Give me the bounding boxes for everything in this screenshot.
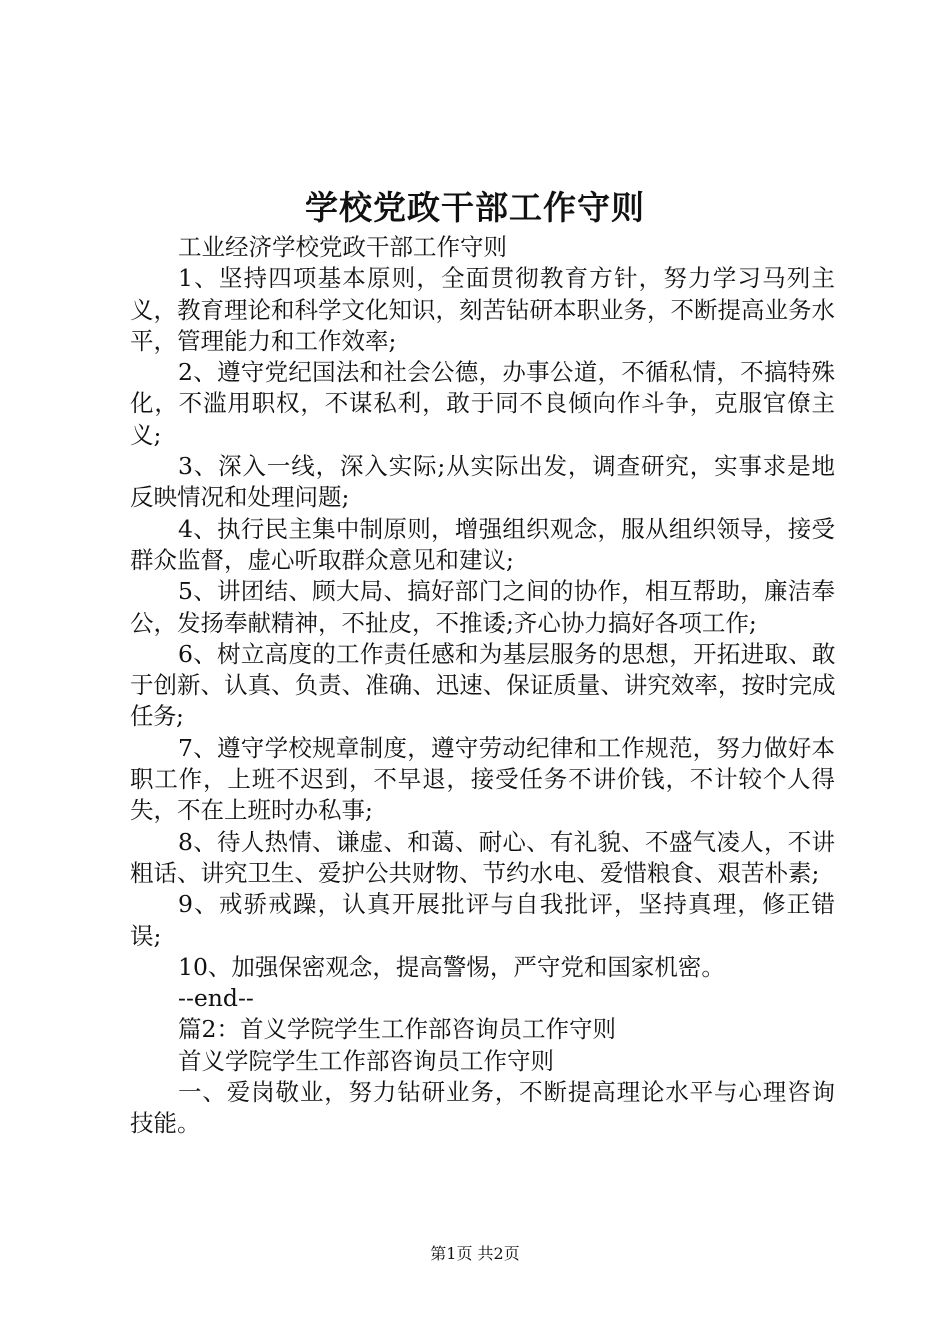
paragraph-end-marker: --end-- (178, 984, 254, 1013)
paragraph-rule-5: 5、讲团结、顾大局、搞好部门之间的协作，相互帮助，廉洁奉公，发扬奉献精神，不扯皮，不推诿;齐心协力搞好各项工作; (130, 577, 835, 637)
paragraph-section-heading: 篇2：首义学院学生工作部咨询员工作守则 (178, 1015, 616, 1044)
paragraph-rule-8: 8、待人热情、谦虚、和蔼、耐心、有礼貌、不盛气凌人，不讲粗话、讲究卫生、爱护公共财物、节约水电、爱惜粮食、艰苦朴素; (130, 827, 835, 887)
paragraph-rule-6: 6、树立高度的工作责任感和为基层服务的思想，开拓进取、敢于创新、认真、负责、准确、迅速、保证质量、讲究效率，按时完成任务; (130, 639, 835, 731)
paragraph-rule-10: 10、加强保密观念，提高警惕，严守党和国家机密。 (178, 952, 725, 981)
paragraph-section-subtitle: 首义学院学生工作部咨询员工作守则 (178, 1046, 554, 1075)
document-body (130, 232, 835, 1140)
document-title: 学校党政干部工作守则 (305, 188, 645, 227)
paragraph-rule-7: 7、遵守学校规章制度，遵守劳动纪律和工作规范，努力做好本职工作，上班不迟到，不早退，接受任务不讲价钱，不计较个人得失，不在上班时办私事; (130, 733, 835, 825)
paragraph-rule-4: 4、执行民主集中制原则，增强组织观念，服从组织领导，接受群众监督，虚心听取群众意见和建议; (130, 514, 835, 574)
paragraph-subtitle: 工业经济学校党政干部工作守则 (178, 233, 507, 261)
page-number-footer: 第1页 共2页 (430, 1244, 520, 1263)
paragraph-rule-1: 1、坚持四项基本原则，全面贯彻教育方针，努力学习马列主义，教育理论和科学文化知识，刻苦钻研本职业务，不断提高业务水平，管理能力和工作效率; (130, 264, 835, 355)
paragraph-rule-9: 9、戒骄戒躁，认真开展批评与自我批评，坚持真理，修正错误; (130, 890, 835, 950)
paragraph-rule-2: 2、遵守党纪国法和社会公德，办事公道，不循私情，不搞特殊化，不滥用职权，不谋私利，敢于同不良倾向作斗争，克服官僚主义; (130, 358, 835, 449)
paragraph-rule-3: 3、深入一线，深入实际;从实际出发，调查研究，实事求是地反映情况和处理问题; (130, 452, 835, 512)
paragraph-section-item-1: 一、爱岗敬业，努力钻研业务，不断提高理论水平与心理咨询技能。 (130, 1078, 835, 1138)
